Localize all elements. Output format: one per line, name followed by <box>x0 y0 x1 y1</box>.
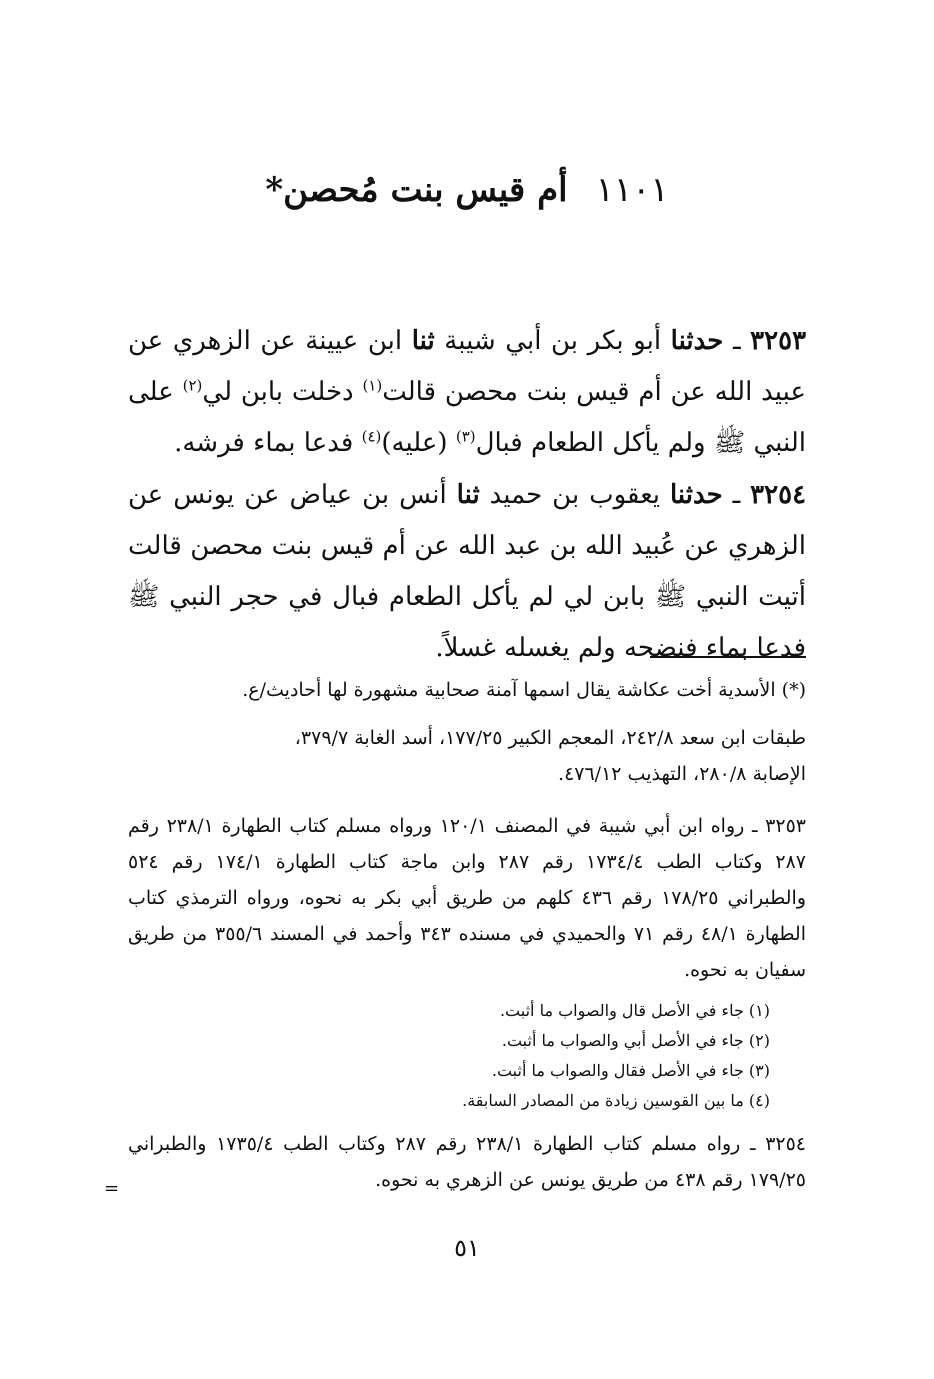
hadith-text: يعقوب بن حميد <box>489 480 660 510</box>
hadith-number: ٣٢٥٤ <box>750 480 807 510</box>
hadith-opener: حدثنا <box>669 480 723 510</box>
hadith-number: ٣٢٥٣ <box>750 326 807 356</box>
footnote-list <box>128 996 806 1116</box>
hadith-text: (عليه) <box>381 428 448 458</box>
footnote-item-3: (٣) جاء في الأصل فقال والصواب ما أثبت. <box>491 1061 770 1080</box>
sources-line: الإصابة ٢٨٠/٨، التهذيب ٤٧٦/١٢. <box>558 763 806 785</box>
footnote-ref-1: (١) <box>362 376 383 395</box>
chapter-title: أم قيس بنت مُحصن* <box>265 170 568 210</box>
footnote-ref-4: (٤) <box>361 427 382 446</box>
footnote-sources <box>128 720 806 792</box>
footnote-ref-2: (٢) <box>182 376 203 395</box>
hadith-text: فدعا بماء فرشه. <box>174 428 354 458</box>
hadith-thana: ثنا <box>411 326 435 356</box>
hadith-thana: ثنا <box>456 480 480 510</box>
chapter-number: ١١٠١ <box>595 170 669 210</box>
hadith-text: ابن عيينة عن الزهري عن عبيد الله عن أم قيس بنت محصن قالت <box>128 326 806 407</box>
hadith-3253: ٣٢٥٣ ـ حدثنا أبو بكر بن أبي شيبة ثنا ابن عيينة عن الزهري عن عبيد الله عن أم قيس بنت محصن قالت$^{(١)}$ دخلت بابن لي$^{(٢)}$ على النبي ﷺ ولم يأكل الطعام فبال$^{(٣)}$ (عليه)$^{(٤)}$ فدعا بماء فرشه. <box>128 326 807 458</box>
continuation-mark: = <box>104 1178 120 1199</box>
footnote-star: (*) الأسدية أخت عكاشة يقال اسمها آمنة صحابية مشهورة لها أحاديث/ع. <box>242 679 806 701</box>
hadith-3254: ٣٢٥٤ ـ حدثنا يعقوب بن حميد ثنا أنس بن عياض عن يونس عن الزهري عن عُبيد الله بن عبد الله عن أم قيس بنت محصن قالت أتيت النبي ﷺ بابن لي لم يأكل الطعام فبال في حجر النبي ﷺ فدعا بماء فنضحه ولم يغسله غسلاً. <box>128 480 807 663</box>
hadith-text: أنس بن عياض عن يونس عن الزهري عن عُبيد الله بن عبد الله عن أم قيس بنت محصن قالت أتيت النبي ﷺ بابن لي لم يأكل الطعام فبال في حجر النبي ﷺ فدعا بماء فنضحه ولم يغسله غسلاً. <box>128 480 806 663</box>
footnote-item-2: (٢) جاء في الأصل أبي والصواب ما أثبت. <box>501 1031 770 1050</box>
footnote-item-1: (١) جاء في الأصل قال والصواب ما أثبت. <box>499 1001 770 1020</box>
footnote-3253: ٣٢٥٣ ـ رواه ابن أبي شيبة في المصنف ١٢٠/١ ورواه مسلم كتاب الطهارة ٢٣٨/١ رقم ٢٨٧ وكتاب الطب ١٧٣٤/٤ رقم ٢٨٧ وابن ماجة كتاب الطهارة ١٧٤/١ رقم ٥٢٤ والطبراني ١٧٨/٢٥ رقم ٤٣٦ كلهم من طريق أبي بكر به نحوه، ورواه الترمذي كتاب الطهارة ٤٨/١ رقم ٧١ والحميدي في مسنده ٣٤٣ وأحمد في المسند ٣٥٥/٦ من طريق سفيان به نحوه. <box>128 815 807 981</box>
footnote-3254: ٣٢٥٤ ـ رواه مسلم كتاب الطهارة ٢٣٨/١ رقم ٢٨٧ وكتاب الطب ١٧٣٥/٤ والطبراني ١٧٩/٢٥ رقم ٤٣٨ من طريق يونس عن الزهري به نحوه. <box>128 1133 807 1191</box>
hadith-text: دخلت بابن لي <box>202 377 354 407</box>
sources-line: طبقات ابن سعد ٢٤٢/٨، المعجم الكبير ١٧٧/٢٥، أسد الغابة ٣٧٩/٧، <box>294 727 806 749</box>
page-number: ٥١ <box>454 1234 480 1262</box>
footnote-ref-3: (٣) <box>455 427 476 446</box>
chapter-heading <box>0 168 934 212</box>
hadith-opener: حدثنا <box>670 326 724 356</box>
hadith-text: على النبي ﷺ ولم يأكل الطعام فبال <box>128 377 806 458</box>
footnote-separator <box>650 656 806 658</box>
footnote-item-4: (٤) ما بين القوسين زيادة من المصادر السابقة. <box>462 1091 770 1110</box>
hadith-text: أبو بكر بن أبي شيبة <box>444 326 662 356</box>
